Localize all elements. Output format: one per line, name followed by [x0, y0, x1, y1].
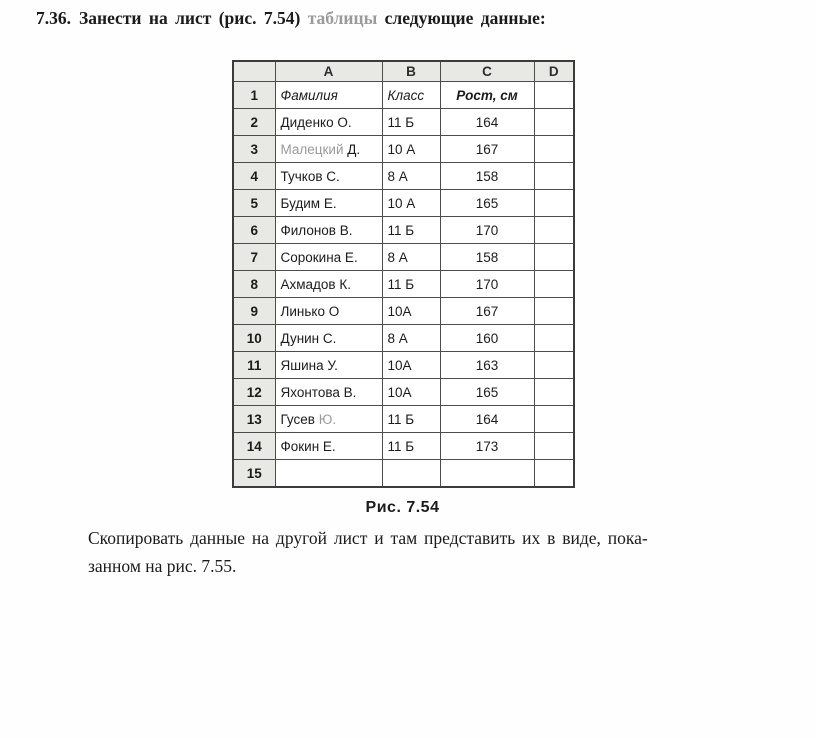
cell-height: 158 [440, 163, 534, 190]
table-row [233, 406, 574, 433]
table-row [233, 190, 574, 217]
cell-height: 158 [440, 244, 534, 271]
table-row [233, 352, 574, 379]
cell-height [440, 460, 534, 488]
table-row [233, 298, 574, 325]
row-number: 8 [233, 271, 275, 298]
cell-class: 8 А [382, 325, 440, 352]
cell-surname-label: Фамилия [275, 82, 382, 109]
exercise-heading [36, 8, 546, 29]
cell-height: 165 [440, 190, 534, 217]
cell-empty [534, 406, 574, 433]
cell-empty [534, 136, 574, 163]
cell-height: 167 [440, 298, 534, 325]
table-row [233, 163, 574, 190]
table-row [233, 244, 574, 271]
row-number: 11 [233, 352, 275, 379]
figure-caption: Рис. 7.54 [365, 499, 440, 516]
cell-surname: Тучков С. [275, 163, 382, 190]
row-number: 3 [233, 136, 275, 163]
row-number: 9 [233, 298, 275, 325]
row-number: 2 [233, 109, 275, 136]
cell-surname: Ахмадов К. [275, 271, 382, 298]
cell-class: 11 Б [382, 406, 440, 433]
table-row [233, 460, 574, 488]
cell-height: 170 [440, 217, 534, 244]
table-row [233, 379, 574, 406]
surname-dark-part: Д. [343, 141, 361, 157]
column-header-b: B [382, 61, 440, 82]
cell-surname: Диденко О. [275, 109, 382, 136]
cell-surname [275, 136, 382, 163]
cell-class: 8 А [382, 163, 440, 190]
cell-class: 10А [382, 352, 440, 379]
table-row [233, 217, 574, 244]
cell-surname [275, 406, 382, 433]
cell-empty [534, 433, 574, 460]
table-row [233, 109, 574, 136]
cell-empty [534, 379, 574, 406]
cell-height: 173 [440, 433, 534, 460]
cell-class: 10 А [382, 190, 440, 217]
cell-surname: Дунин С. [275, 325, 382, 352]
cell-class [382, 460, 440, 488]
row-number: 13 [233, 406, 275, 433]
cell-height: 163 [440, 352, 534, 379]
spreadsheet-table [232, 60, 575, 488]
cell-empty [534, 109, 574, 136]
row-number: 14 [233, 433, 275, 460]
surname-gray-part: Ю. [314, 411, 337, 427]
table-row [233, 136, 574, 163]
row-number: 1 [233, 82, 275, 109]
instruction-line-2: занном на рис. 7.55. [88, 556, 237, 576]
cell-height: 164 [440, 406, 534, 433]
cell-height: 170 [440, 271, 534, 298]
cell-height: 165 [440, 379, 534, 406]
spreadsheet-figure [232, 60, 573, 517]
heading-text-after: следующие данные: [384, 8, 546, 28]
row-number: 15 [233, 460, 275, 488]
cell-empty [534, 325, 574, 352]
cell-height: 160 [440, 325, 534, 352]
cell-height: 167 [440, 136, 534, 163]
surname-dark-part: Гусев [280, 411, 315, 427]
heading-word-gray: таблицы [307, 8, 378, 28]
row-number: 10 [233, 325, 275, 352]
cell-surname: Сорокина Е. [275, 244, 382, 271]
cell-empty [534, 82, 574, 109]
row-number: 7 [233, 244, 275, 271]
column-header-row [233, 61, 574, 82]
cell-empty [534, 217, 574, 244]
row-number: 4 [233, 163, 275, 190]
row-number: 12 [233, 379, 275, 406]
cell-empty [534, 460, 574, 488]
cell-surname: Будим Е. [275, 190, 382, 217]
select-all-corner [233, 61, 275, 82]
cell-empty [534, 190, 574, 217]
cell-surname: Филонов В. [275, 217, 382, 244]
table-row [233, 433, 574, 460]
exercise-number: 7.36. [36, 8, 71, 28]
cell-empty [534, 163, 574, 190]
row-number: 6 [233, 217, 275, 244]
column-header-d: D [534, 61, 574, 82]
cell-surname [275, 460, 382, 488]
instruction-line-1: Скопировать данные на другой лист и там представить их в виде, пока- [88, 528, 648, 548]
cell-class: 10 А [382, 136, 440, 163]
column-header-c: C [440, 61, 534, 82]
surname-gray-part: Малецкий [280, 141, 344, 157]
table-row [233, 82, 574, 109]
column-header-a: A [275, 61, 382, 82]
cell-class: 8 А [382, 244, 440, 271]
cell-class: 10А [382, 379, 440, 406]
cell-empty [534, 352, 574, 379]
cell-surname: Фокин Е. [275, 433, 382, 460]
row-number: 5 [233, 190, 275, 217]
instruction-paragraph [88, 524, 780, 580]
cell-empty [534, 298, 574, 325]
cell-height: 164 [440, 109, 534, 136]
table-row [233, 271, 574, 298]
cell-empty [534, 244, 574, 271]
cell-surname: Линько О [275, 298, 382, 325]
table-row [233, 325, 574, 352]
cell-class: 10А [382, 298, 440, 325]
cell-class: 11 Б [382, 271, 440, 298]
heading-text-before: Занести на лист (рис. 7.54) [79, 8, 301, 28]
cell-surname: Яшина У. [275, 352, 382, 379]
cell-class: 11 Б [382, 217, 440, 244]
cell-empty [534, 271, 574, 298]
cell-class: 11 Б [382, 433, 440, 460]
cell-class: 11 Б [382, 109, 440, 136]
cell-height-label: Рост, см [440, 82, 534, 109]
cell-class-label: Класс [382, 82, 440, 109]
cell-surname: Яхонтова В. [275, 379, 382, 406]
